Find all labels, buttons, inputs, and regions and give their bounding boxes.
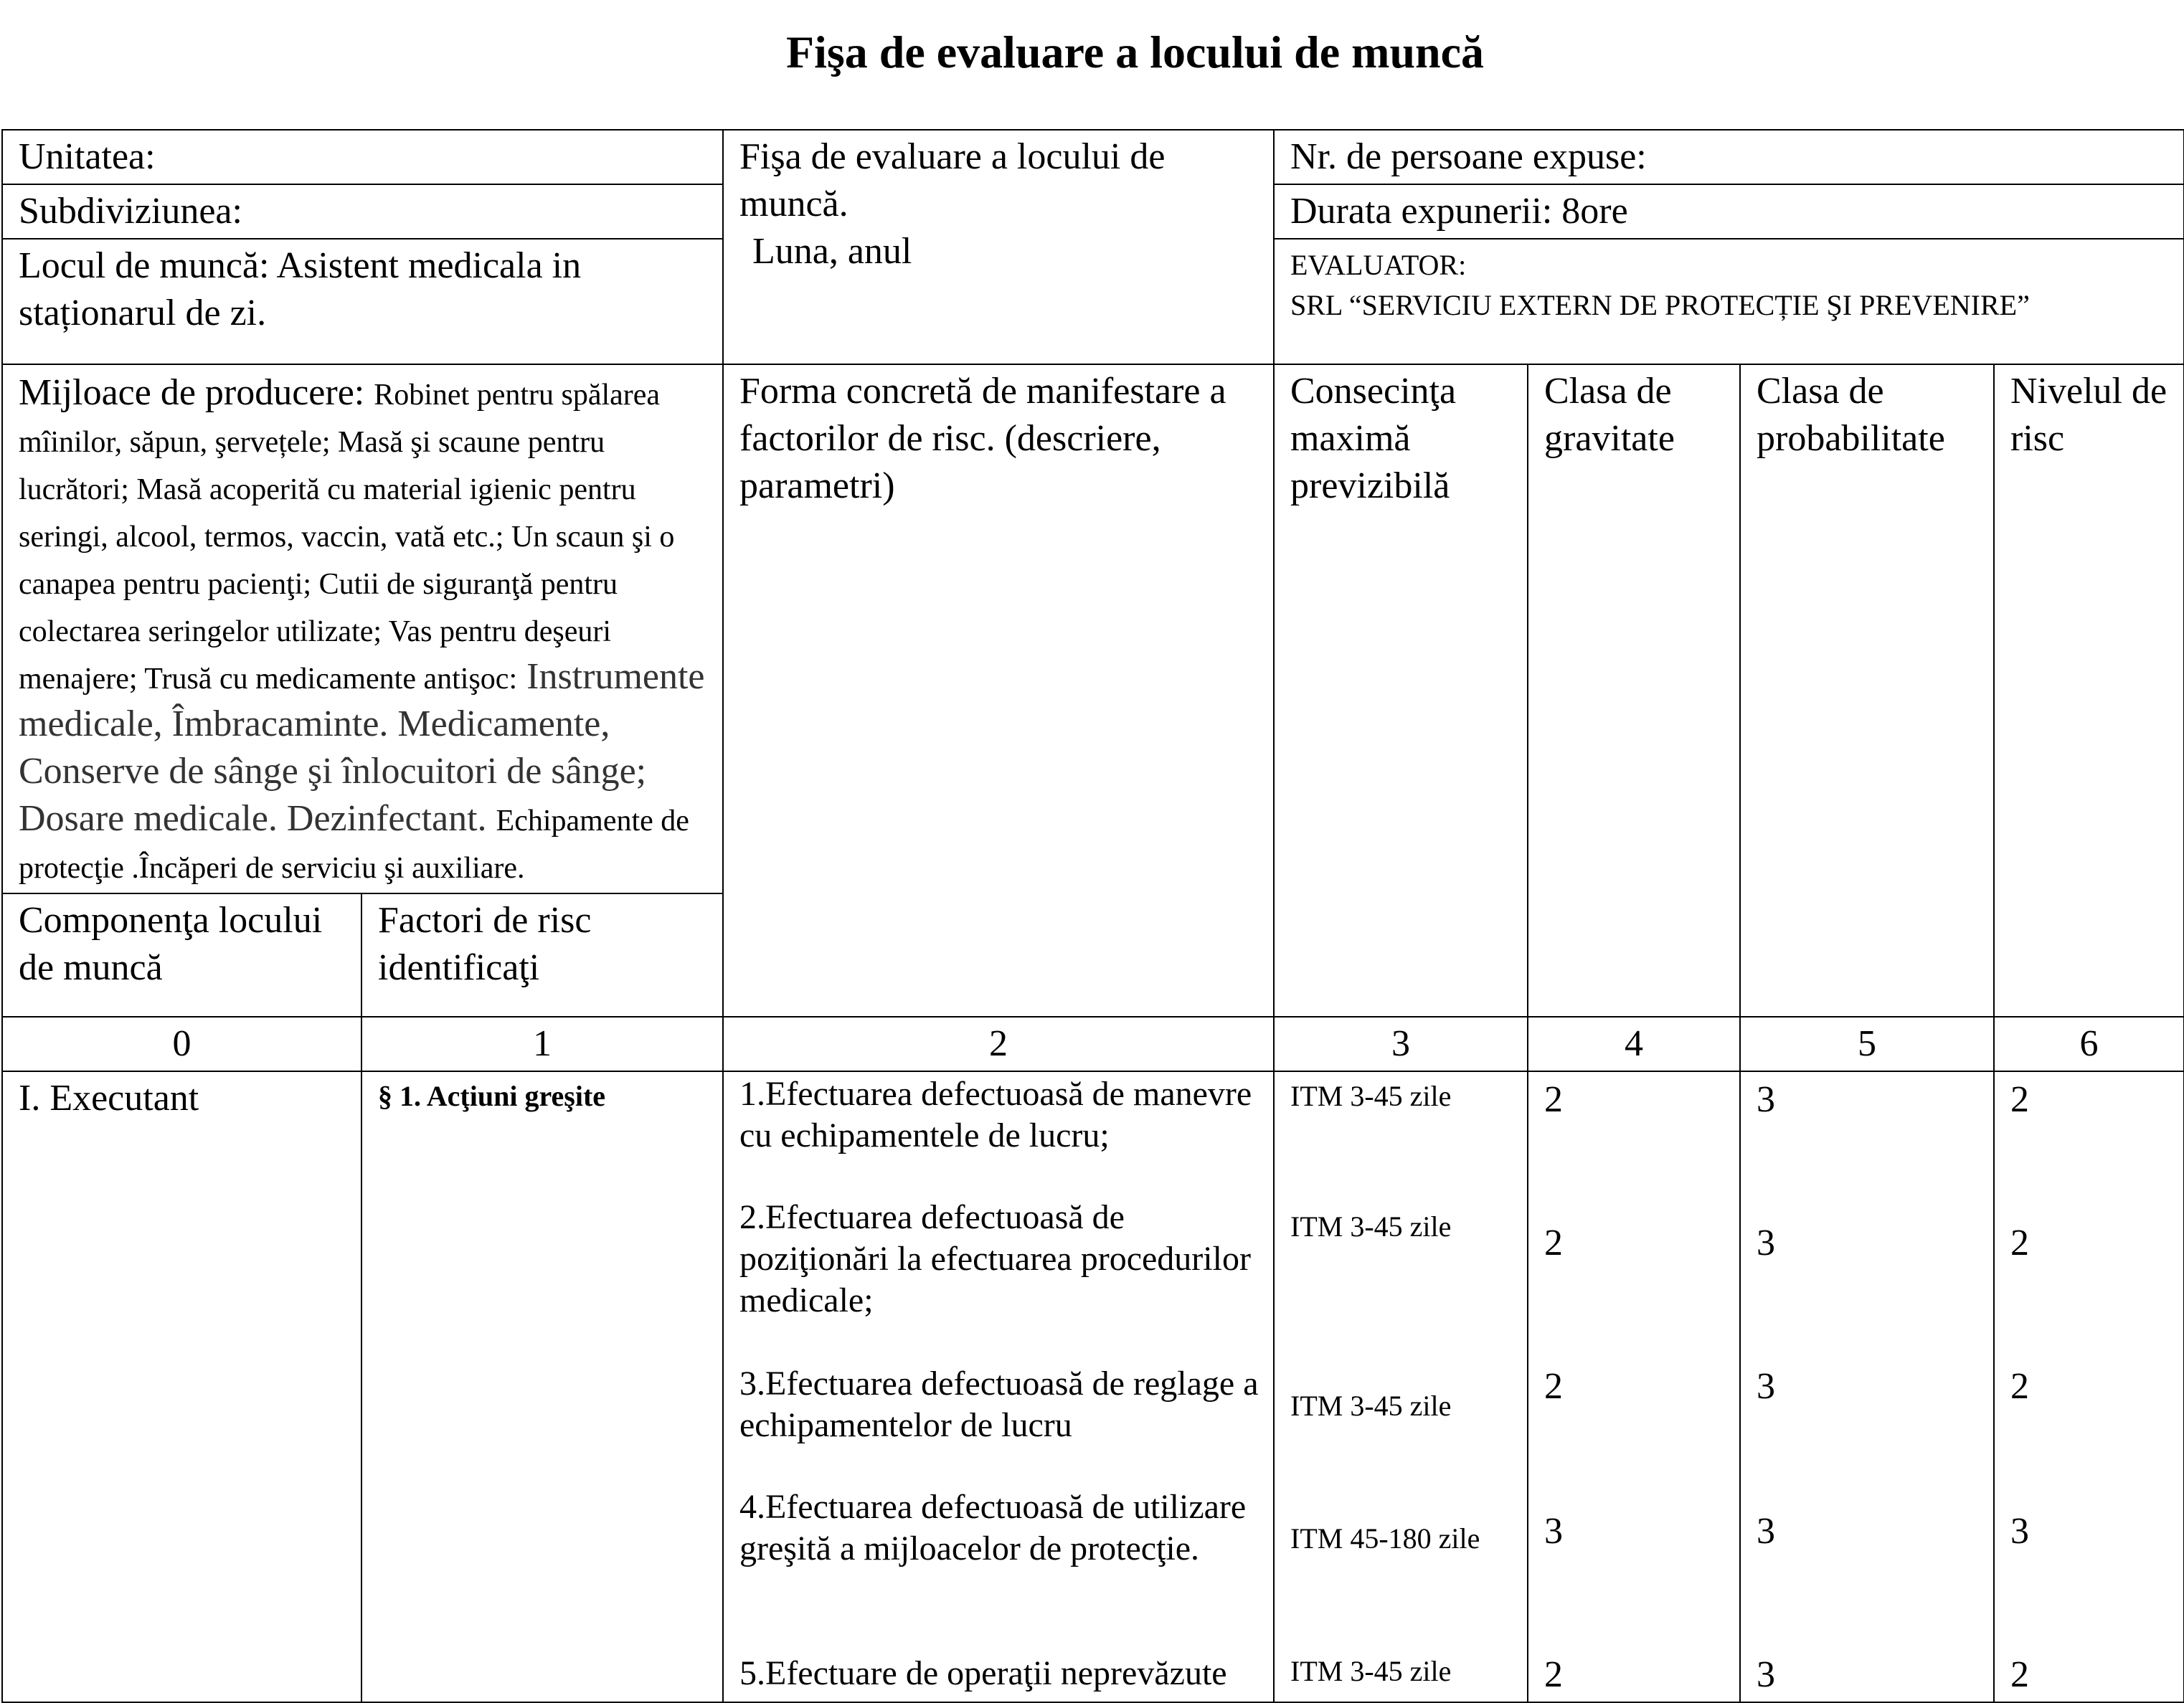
component-cell: I. Executant — [2, 1071, 361, 1702]
consequence-value: ITM 45-180 zile — [1290, 1522, 1480, 1555]
probability-header: Clasa de probabilitate — [1740, 364, 1994, 1017]
evaluation-table — [1, 129, 2184, 1703]
means-of-production-cell — [2, 364, 723, 893]
subdivision-cell: Subdiviziunea: — [2, 184, 723, 239]
workplace-cell: Locul de muncă: Asistent medicala in staționarul de zi. — [2, 239, 723, 364]
risk-level-header: Nivelul de risc — [1994, 364, 2184, 1017]
risk-description: 5.Efectuare de operaţii neprevăzute — [739, 1654, 1227, 1692]
probability-value: 3 — [1757, 1223, 1775, 1263]
consequence-value: ITM 3-45 zile — [1290, 1655, 1452, 1687]
page-title: Fişa de evaluare a locului de muncă — [785, 27, 1485, 77]
consequences-cell — [1274, 1071, 1528, 1702]
means-items-small: Robinet pentru spălarea mîinilor, săpun, şervețele; Masă şi scaune pentru lucrători; Masă acoperită cu material igienic pentru seringi, alcool, termos, vaccin, vată etc.; Un scaun şi o canapea pentru pacienţi; Cutii de siguranţă pentru colectarea seringelor utilizate; Vas pentru deşeuri menajere; Trusă cu medicamente antişoc: — [19, 379, 675, 696]
risk-description: 4.Efectuarea defectuoasă de utilizare greşită a mijloacelor de protecţie. — [739, 1488, 1247, 1567]
factor-cell: § 1. Acţiuni greşite — [361, 1071, 723, 1702]
gravity-value: 2 — [1544, 1654, 1563, 1695]
gravity-header: Clasa de gravitate — [1528, 364, 1740, 1017]
risk-description: 3.Efectuarea defectuoasă de reglage a echipamentelor de lucru — [739, 1365, 1259, 1444]
evaluator-cell: EVALUATOR: SRL “SERVICIU EXTERN DE PROTECȚIE ŞI PREVENIRE” — [1274, 239, 2184, 364]
probability-value: 3 — [1757, 1511, 1775, 1552]
risk-value: 2 — [2010, 1079, 2029, 1120]
col-number: 3 — [1274, 1017, 1528, 1071]
sheet-label-cell: Fişa de evaluare a locului de muncă. Luna, anul — [723, 130, 1274, 364]
factors-header: Factori de risc identificaţi — [361, 893, 723, 1017]
col-number: 5 — [1740, 1017, 1994, 1071]
risk-value: 2 — [2010, 1366, 2029, 1407]
col-number: 6 — [1994, 1017, 2184, 1071]
col-number: 4 — [1528, 1017, 1740, 1071]
risk-value: 2 — [2010, 1654, 2029, 1695]
component-header: Componenţa locului de muncă — [2, 893, 361, 1017]
probability-value: 3 — [1757, 1654, 1775, 1695]
gravity-value: 2 — [1544, 1366, 1563, 1407]
col-number: 2 — [723, 1017, 1274, 1071]
gravity-value: 3 — [1544, 1511, 1563, 1552]
risk-value: 3 — [2010, 1511, 2029, 1552]
probability-cell — [1740, 1071, 1994, 1702]
means-items-large: Instrumente medicale, Îmbracaminte. Medicamente, Conserve de sânge şi înlocuitori de sânge; Dosare medicale. Dezinfectant. — [19, 656, 705, 839]
means-label: Mijloace de producere: — [19, 372, 365, 413]
unit-cell: Unitatea: — [2, 130, 723, 184]
risk-description: 1.Efectuarea defectuoasă de manevre cu echipamentele de lucru; — [739, 1075, 1252, 1154]
duration-cell: Durata expunerii: 8ore — [1274, 184, 2184, 239]
risk-value: 2 — [2010, 1223, 2029, 1263]
consequence-value: ITM 3-45 zile — [1290, 1390, 1452, 1422]
col-number: 0 — [2, 1017, 361, 1071]
consequence-header: Consecinţa maximă previzibilă — [1274, 364, 1528, 1017]
gravity-cell — [1528, 1071, 1740, 1702]
risk-cell — [1994, 1071, 2184, 1702]
col-number: 1 — [361, 1017, 723, 1071]
consequence-value: ITM 3-45 zile — [1290, 1080, 1452, 1112]
descriptions-cell — [723, 1071, 1274, 1702]
risk-description: 2.Efectuarea defectuoasă de poziţionări la efectuarea procedurilor medicale; — [739, 1198, 1251, 1319]
probability-value: 3 — [1757, 1366, 1775, 1407]
probability-value: 3 — [1757, 1079, 1775, 1120]
means-items-tail: Echipamente de protecţie .Încăperi de serviciu şi auxiliare. — [19, 805, 689, 885]
form-header: Forma concretă de manifestare a factorilor de risc. (descriere, parametri) — [723, 364, 1274, 1017]
consequence-value: ITM 3-45 zile — [1290, 1210, 1452, 1243]
gravity-value: 2 — [1544, 1079, 1563, 1120]
exposed-persons-cell: Nr. de persoane expuse: — [1274, 130, 2184, 184]
gravity-value: 2 — [1544, 1223, 1563, 1263]
